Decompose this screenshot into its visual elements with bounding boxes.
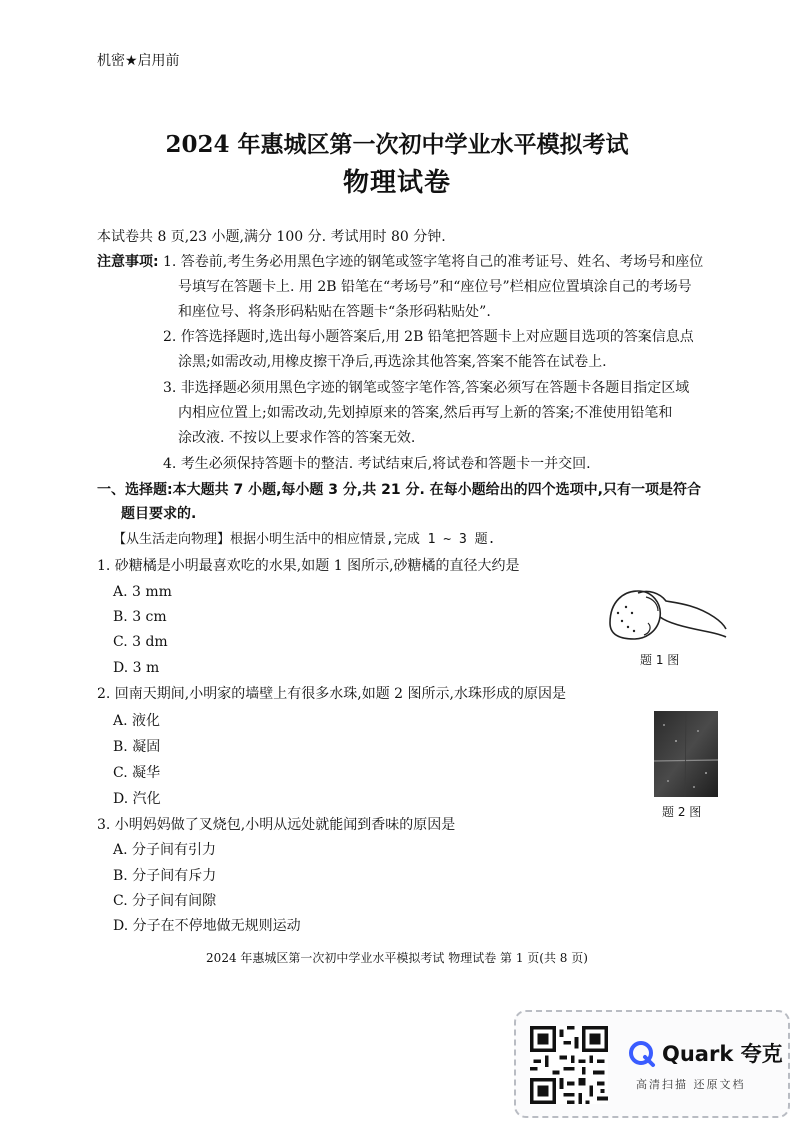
option: B. 3 cm [113,609,167,625]
option: A. 液化 [113,713,161,729]
option: A. 3 mm [113,584,172,600]
notice-line: 3. 非选择题必须用黑色字迹的钢笔或签字笔作答,答案必须写在答题卡各题目指定区域 [163,380,690,396]
section-heading: 一、选择题:本大题共 7 小题,每小题 3 分,共 21 分. 在每小题给出的四个选项中,只有一项是符合 [97,482,701,498]
option: A. 分子间有引力 [113,842,217,858]
option: D. 3 m [113,660,160,676]
confidential-mark: 机密★启用前 [97,53,180,69]
paper-subtitle: 物理试卷 [342,168,451,198]
exam-intro: 本试卷共 8 页,23 小题,满分 100 分. 考试用时 80 分钟. [97,229,446,245]
page-footer: 2024 年惠城区第一次初中学业水平模拟考试 物理试卷 第 1 页(共 8 页) [206,951,588,965]
option: C. 分子间有间隙 [113,893,217,909]
question-stem: 3. 小明妈妈做了叉烧包,小明从远处就能闻到香味的原因是 [97,817,456,833]
option: C. 凝华 [113,765,161,781]
qr-code-icon [530,1026,608,1104]
exam-title: 2024 年惠城区第一次初中学业水平模拟考试 [165,131,629,158]
quark-slogan: 高清扫描 还原文档 [636,1078,746,1091]
quark-brand: Quark 夸克 [662,1042,783,1066]
notice-line: 号填写在答题卡上. 用 2B 铅笔在“考场号”和“座位号”栏相应位置填涂自己的考场号 [178,279,692,295]
notice-line: 和座位号、将条形码粘贴在答题卡“条形码粘贴处”. [178,304,491,320]
option: B. 分子间有斥力 [113,868,217,884]
option: C. 3 dm [113,634,168,650]
option: B. 凝固 [113,739,161,755]
figure-caption: 题 1 图 [640,653,680,667]
context-tip: 【从生活走向物理】根据小明生活中的相应情景,完成 1 ~ 3 题. [113,532,496,547]
wet-wall-photo [654,711,718,797]
option: D. 分子在不停地做无规则运动 [113,918,301,934]
section-heading-cont: 题目要求的. [121,506,197,522]
notice-line: 2. 作答选择题时,选出每小题答案后,用 2B 铅笔把答题卡上对应题目选项的答案信息点 [163,329,694,345]
notice-line: 4. 考生必须保持答题卡的整洁. 考试结束后,将试卷和答题卡一并交回. [163,456,591,472]
notice-line: 1. 答卷前,考生务必用黑色字迹的钢笔或签字笔将自己的准考证号、姓名、考场号和座位 [163,254,704,270]
question-stem: 1. 砂糖橘是小明最喜欢吃的水果,如题 1 图所示,砂糖橘的直径大约是 [97,558,520,574]
notice-line: 涂黑;如需改动,用橡皮擦干净后,再选涂其他答案,答案不能答在试卷上. [178,354,607,370]
figure-caption: 题 2 图 [662,805,702,819]
notice-label: 注意事项: [97,254,159,270]
notice-line: 涂改液. 不按以上要求作答的答案无效. [178,430,416,446]
option: D. 汽化 [113,791,161,807]
hand-holding-orange-figure [604,583,728,645]
notice-line: 内相应位置上;如需改动,先划掉原来的答案,然后再写上新的答案;不准使用铅笔和 [178,405,673,421]
quark-logo-icon [628,1040,656,1068]
question-stem: 2. 回南天期间,小明家的墙壁上有很多水珠,如题 2 图所示,水珠形成的原因是 [97,686,566,702]
